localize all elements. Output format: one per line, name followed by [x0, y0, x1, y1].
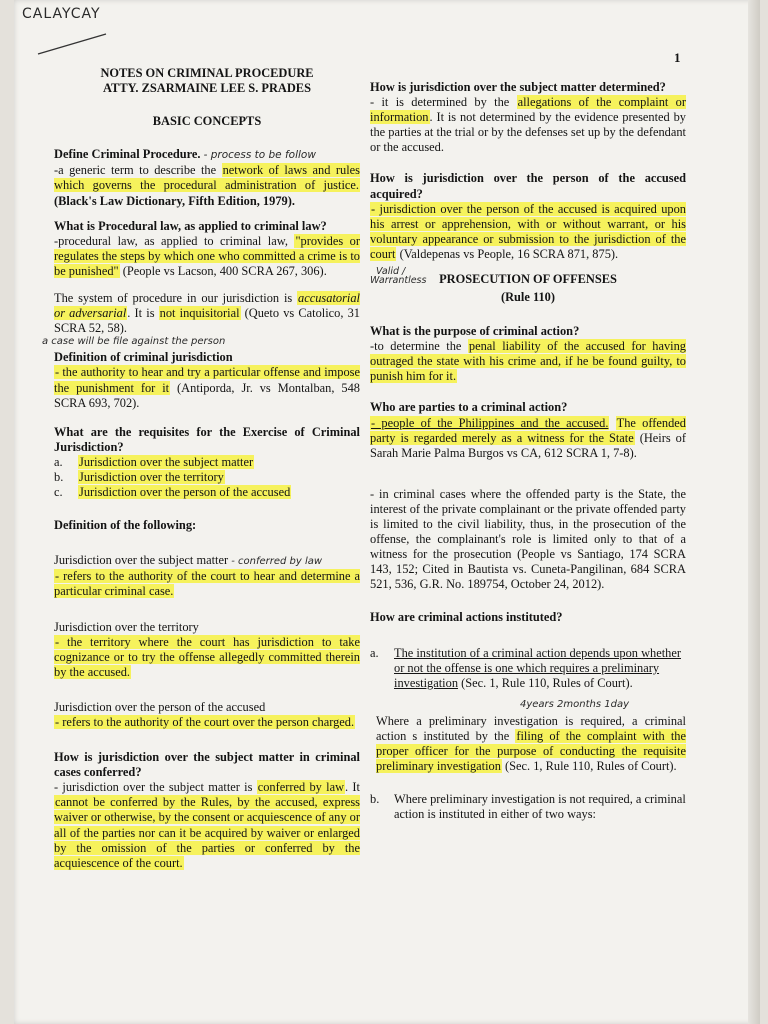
- where-cite: (Sec. 1, Rule 110, Rules of Court).: [501, 759, 677, 774]
- doc-title-line2: ATTY. ZSARMAINE LEE S. PRADES: [103, 81, 311, 96]
- jp-paragraph: [54, 700, 360, 730]
- conferred-start: - jurisdiction over the subject matter is: [54, 780, 257, 795]
- crim-jurisdiction-heading: Definition of criminal jurisdiction: [54, 350, 233, 365]
- procedural-answer-highlight: "provides or regulates the steps by which one who committed a crime is to be punished": [54, 233, 360, 278]
- system-mid: . It is: [127, 306, 159, 321]
- document-page: [14, 0, 760, 1024]
- offended-paragraph: - in criminal cases where the offended party is the State, the interest of the private complainant or the private offended party is limited to the civil liability, thus, in the prosecution of the offense, the complainant's role is limited only to that of a witness for the prosecution (People vs Santiago, 174 SCRA 143, 152; Cited in Bautista vs. Cuneta-Pangilinan, 684 SCRA 521, 536, G.R. No. 189754, October 24, 2012).: [370, 486, 686, 592]
- where-paragraph: [370, 714, 686, 774]
- acquired-paragraph: [370, 171, 686, 262]
- jt-heading: Jurisdiction over the territory: [54, 619, 199, 634]
- conferred-mid: . It: [345, 780, 360, 795]
- define-answer-start: -a generic term to describe the: [54, 163, 222, 178]
- where-start: Where a preliminary investigation is required, a criminal action s instituted by the: [376, 713, 686, 743]
- left-column: [54, 66, 360, 885]
- procedural-answer-cite: (People vs Lacson, 400 SCRA 267, 306).: [119, 263, 327, 278]
- crim-jurisdiction-highlight: - the authority to hear and try a particular offense and impose the punishment for it: [54, 365, 360, 395]
- system-highlight-2: not inquisitorial: [159, 306, 240, 321]
- system-highlight-1: accusatorial or adversarial: [54, 291, 360, 321]
- where-highlight: filing of the complaint with the proper officer for the purpose of conducting the requisite preliminary investigation: [376, 729, 686, 774]
- jt-highlight: - the territory where the court has jurisdiction to take cognizance or to try the offense allegedly committed therein by the accused.: [54, 634, 360, 679]
- instituted-letter-b: b.: [370, 792, 380, 807]
- jsm-paragraph: [54, 553, 360, 599]
- requisite-item: [54, 470, 360, 485]
- jsm-heading: Jurisdiction over the subject matter: [54, 553, 229, 568]
- page-edge-shadow: [748, 0, 760, 1024]
- determined-highlight: allegations of the complaint or information: [370, 95, 686, 125]
- prosecution-header: [370, 264, 686, 312]
- procedural-answer-start: -procedural law, as applied to criminal law,: [54, 233, 295, 248]
- section-heading: BASIC CONCEPTS: [152, 114, 262, 129]
- acquired-highlight: - jurisdiction over the person of the accused is acquired upon his arrest or apprehension, with or without warrant, or his voluntary appearance or submission to the jurisdiction of the court: [370, 201, 686, 261]
- instituted-cite-a: (Sec. 1, Rule 110, Rules of Court).: [458, 675, 633, 690]
- requisites-list: [54, 455, 360, 500]
- requisites-question: What are the requisites for the Exercise of Criminal Jurisdiction?: [54, 424, 360, 454]
- definitions-heading: Definition of the following:: [54, 518, 197, 533]
- instituted-list-b: [370, 792, 686, 822]
- hand-note-valid: Valid /: [376, 266, 406, 278]
- purpose-paragraph: [370, 324, 686, 384]
- requisite-text: Jurisdiction over the territory: [79, 469, 224, 484]
- conferred-question: How is jurisdiction over the subject matter in criminal cases conferred?: [54, 750, 360, 780]
- instituted-item-b: [370, 792, 686, 822]
- determined-start: - it is determined by the: [370, 95, 517, 110]
- requisite-item: [54, 485, 360, 500]
- requisite-letter: a.: [54, 454, 63, 469]
- hand-note-warrantless: Warrantless: [370, 275, 427, 287]
- handwritten-name: CALAYCAY: [22, 6, 101, 22]
- instituted-text-a: The institution of a criminal action depends upon whether or not the offense is one which requires a preliminary investigation: [394, 645, 681, 690]
- crim-jurisdiction-cite: (Antiporda, Jr. vs Montalban, 548 SCRA 693, 702).: [54, 380, 360, 410]
- instituted-question: How are criminal actions instituted?: [370, 610, 563, 625]
- acquired-question: How is jurisdiction over the person of the accused acquired?: [370, 171, 686, 201]
- system-paragraph: [54, 291, 360, 336]
- procedural-paragraph: [54, 219, 360, 279]
- requisite-item: [54, 455, 360, 470]
- instituted-text-b: Where preliminary investigation is not required, a criminal action is instituted in either of two ways:: [394, 792, 686, 822]
- conferred-highlight-1: conferred by law: [257, 780, 345, 795]
- prosecution-heading: PROSECUTION OF OFFENSES: [439, 272, 617, 287]
- hand-note-case-filed: a case will be file against the person: [42, 336, 226, 347]
- conferred-paragraph: [54, 750, 360, 871]
- requisite-letter: c.: [54, 485, 63, 500]
- instituted-letter-a: a.: [370, 645, 379, 660]
- right-column: [370, 80, 686, 836]
- pen-stroke-icon: [34, 30, 114, 60]
- crim-jurisdiction-paragraph: [54, 350, 360, 410]
- hand-note-time: 4years 2months 1day: [520, 698, 630, 710]
- jp-heading: Jurisdiction over the person of the accused: [54, 699, 266, 714]
- rule-heading: (Rule 110): [500, 290, 556, 305]
- parties-highlight-1: - people of the Philippines and the accused.: [371, 415, 609, 430]
- requisite-letter: b.: [54, 469, 64, 484]
- define-answer-highlight: network of laws and rules which governs the procedural administration of justice.: [54, 163, 360, 193]
- jsm-highlight: - refers to the authority of the court to hear and determine a particular criminal case.: [54, 569, 360, 599]
- parties-highlight-2: The offended party is regarded merely as a witness for the State: [370, 415, 686, 445]
- define-paragraph: [54, 147, 360, 208]
- conferred-highlight-2: cannot be conferred by the Rules, by the accused, express waiver or otherwise, by the consent or acquiescence of any or all of the parties nor can it be acquired by waiver or enlarged by the omission of the parties or conferred by the acquiescence of the court.: [54, 795, 360, 870]
- parties-cite: (Heirs of Sarah Marie Palma Burgos vs CA, 612 SCRA 1, 7-8).: [370, 430, 686, 460]
- instituted-list-a: [370, 646, 686, 691]
- determined-question: How is jurisdiction over the subject matter determined?: [370, 80, 666, 94]
- requisite-text: Jurisdiction over the person of the accused: [79, 485, 291, 500]
- hand-note-procedure: - process to be follow: [203, 149, 316, 162]
- requisite-text: Jurisdiction over the subject matter: [79, 454, 254, 469]
- system-cite: (Queto vs Catolico, 31 SCRA 52, 58).: [54, 306, 360, 336]
- acquired-cite: (Valdepenas vs People, 16 SCRA 871, 875).: [396, 246, 619, 261]
- determined-paragraph: [370, 80, 686, 155]
- jp-highlight: - refers to the authority of the court over the person charged.: [55, 715, 355, 729]
- instituted-item-a: [370, 646, 686, 691]
- system-start: The system of procedure in our jurisdiction is: [54, 291, 298, 306]
- determined-rest: . It is not determined by the evidence presented by the parties at the trial or by the defenses set up by the defendant or the accused.: [370, 110, 686, 155]
- hand-note-conferred: - conferred by law: [231, 556, 323, 568]
- purpose-highlight: penal liability of the accused for having outraged the state with his crime and, if he be found guilty, to punish him for it.: [370, 339, 686, 384]
- parties-question: Who are parties to a criminal action?: [370, 400, 568, 415]
- purpose-question: What is the purpose of criminal action?: [370, 324, 580, 339]
- procedural-question: What is Procedural law, as applied to criminal law?: [54, 218, 327, 233]
- parties-paragraph: [370, 400, 686, 460]
- define-answer-cite: (Black's Law Dictionary, Fifth Edition, 1979).: [54, 193, 295, 208]
- purpose-start: -to determine the: [370, 339, 468, 354]
- jt-paragraph: [54, 620, 360, 680]
- doc-title-line1: NOTES ON CRIMINAL PROCEDURE: [100, 66, 314, 80]
- page-number: 1: [674, 50, 681, 65]
- define-question: Define Criminal Procedure.: [54, 147, 201, 162]
